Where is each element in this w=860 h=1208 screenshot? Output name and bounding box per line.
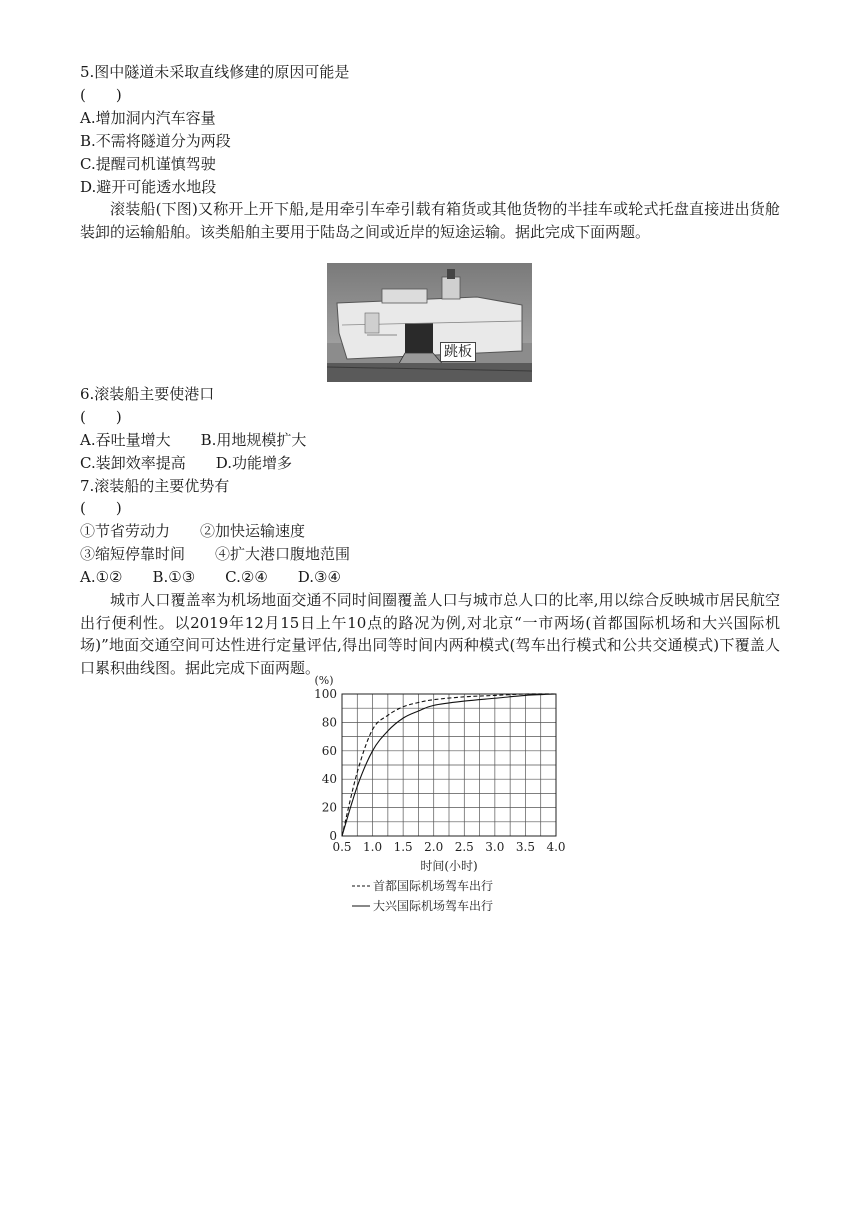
q5-option-c: C.提醒司机谨慎驾驶 <box>80 155 216 173</box>
ramp-label: 跳板 <box>440 342 476 362</box>
q5-option-d: D.避开可能透水地段 <box>80 178 217 196</box>
q5-option-a: A.增加洞内汽车容量 <box>80 109 216 127</box>
q6-options-row2: C.装卸效率提高 D.功能增多 <box>80 454 292 472</box>
y-tick-label: 20 <box>321 800 337 815</box>
y-tick-label: 80 <box>321 715 337 730</box>
q6-stem: 6.滚装船主要使港口 <box>80 385 215 403</box>
y-axis-label: (%) <box>314 674 334 687</box>
x-tick-label: 0.5 <box>332 840 352 854</box>
x-tick-label: 4.0 <box>546 840 566 854</box>
q7-options: A.①② B.①③ C.②④ D.③④ <box>80 568 341 586</box>
y-tick-label: 60 <box>321 743 337 758</box>
q7-items-row2: ③缩短停靠时间 ④扩大港口腹地范围 <box>80 545 351 563</box>
q7-bracket: ( ) <box>80 499 122 517</box>
x-tick-label: 2.0 <box>424 840 444 854</box>
passage-airport-coverage: 城市人口覆盖率为机场地面交通不同时间圈覆盖人口与城市总人口的比率,用以综合反映城市居民航空出行便利性。以2019年12月15日上午10点的路况为例,对北京“一市两场(首都国际机场和大兴国际机场)”地面交通空间可达性进行定量评估,得出同等时间内两种模式(驾车出行模式和公共交通模式)下覆盖人口累积曲线图。据此完成下面两题。 <box>80 591 780 677</box>
y-tick-label: 100 <box>314 687 337 701</box>
x-axis-label: 时间(小时) <box>420 859 478 873</box>
q6-bracket: ( ) <box>80 408 122 426</box>
x-tick-label: 1.5 <box>393 840 413 854</box>
q5-bracket: ( ) <box>80 86 122 104</box>
q6-options-row1: A.吞吐量增大 B.用地规模扩大 <box>80 431 307 449</box>
x-tick-label: 2.5 <box>454 840 474 854</box>
x-tick-label: 3.5 <box>515 840 535 854</box>
q7-stem: 7.滚装船的主要优势有 <box>80 477 230 495</box>
q5-option-b: B.不需将隧道分为两段 <box>80 132 231 150</box>
coverage-chart <box>290 670 580 920</box>
y-tick-label: 40 <box>321 772 337 787</box>
legend-label: 大兴国际机场驾车出行 <box>373 899 494 913</box>
q5-stem: 5.图中隧道未采取直线修建的原因可能是 <box>80 63 350 81</box>
q7-items-row1: ①节省劳动力 ②加快运输速度 <box>80 522 306 540</box>
passage-ro-ro-ship: 滚装船(下图)又称开上开下船,是用牵引车牵引载有箱货或其他货物的半挂车或轮式托盘直接进出货舱装卸的运输船舶。该类船舶主要用于陆岛之间或近岸的短途运输。据此完成下面两题。 <box>80 200 780 241</box>
legend-label: 首都国际机场驾车出行 <box>373 879 494 893</box>
x-tick-label: 1.0 <box>363 840 383 854</box>
ro-ro-ship-photo <box>327 263 532 382</box>
y-tick-label: 0 <box>329 829 337 843</box>
x-tick-label: 3.0 <box>485 840 505 854</box>
coverage-chart-svg <box>290 670 580 920</box>
